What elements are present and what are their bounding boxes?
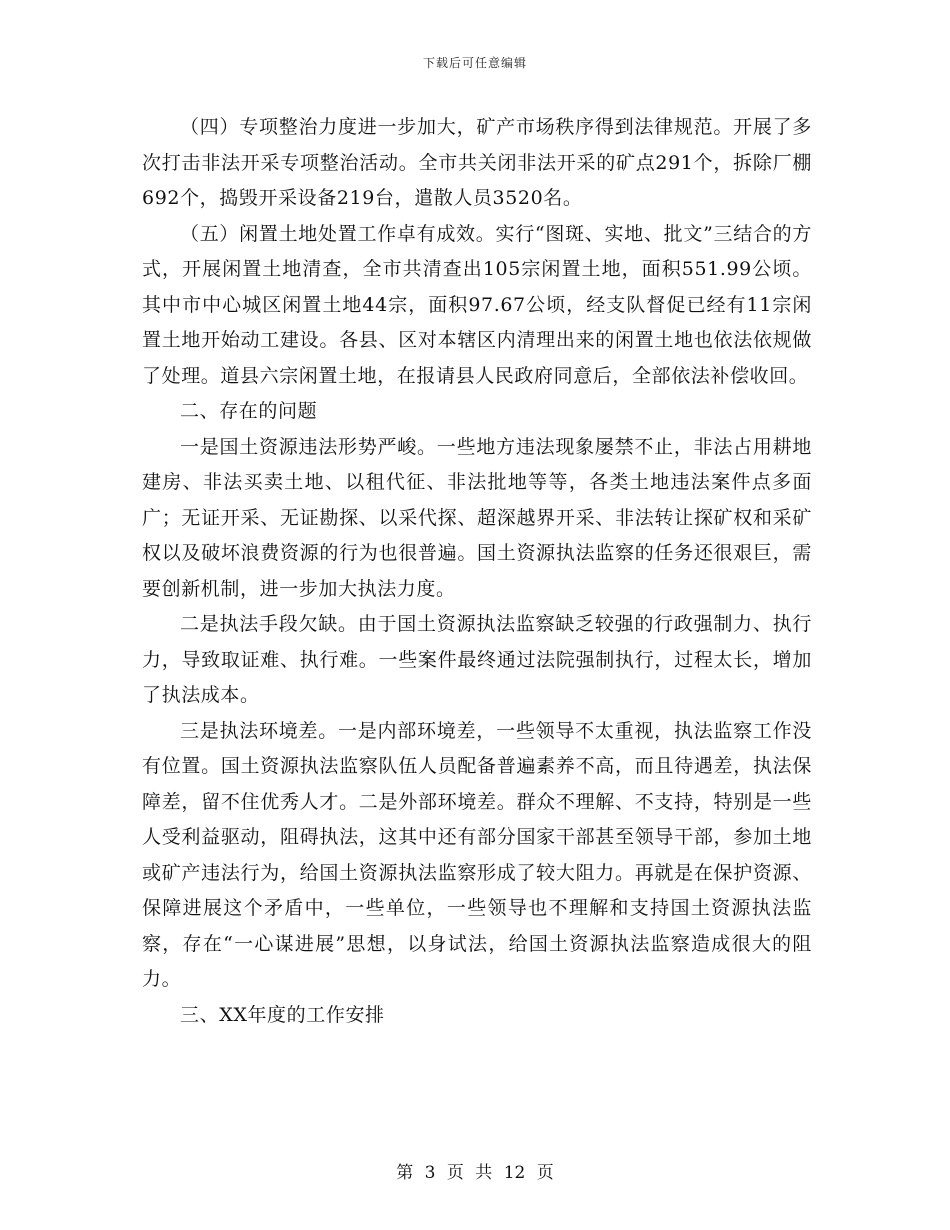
paragraph-problem-1: 一是国土资源违法形势严峻。一些地方违法现象屡禁不止，非法占用耕地建房、非法买卖土地、以租代征、非法批地等等，各类土地违法案件点多面广；无证开采、无证勘探、以采代探、超深越界开采、非法转让探矿权和采矿权以及破坏浪费资源的行为也很普遍。国土资源执法监察的任务还很艰巨，需要创新机制，进一步加大执法力度。	[142, 435, 812, 600]
page-number: 第 3 页 共 12 页	[396, 1163, 554, 1183]
paragraph-problem-3: 三是执法环境差。一是内部环境差，一些领导不太重视，执法监察工作没有位置。国土资源执法监察队伍人员配备普遍素养不高，而且待遇差，执法保障差，留不住优秀人才。二是外部环境差。群众不理解、不支持，特别是一些人受利益驱动，阻碍执法，这其中还有部分国家干部甚至领导干部，参加土地或矿产违法行为，给国土资源执法监察形成了较大阻力。再就是在保护资源、保障进展这个矛盾中，一些单位，一些领导也不理解和支持国土资源执法监察，存在“一心谋进展”思想，以身试法，给国土资源执法监察造成很大的阻力。	[142, 719, 812, 990]
section-heading-problems: 二、存在的问题	[180, 400, 318, 422]
paragraph-special-rectification: （四）专项整治力度进一步加大，矿产市场秩序得到法律规范。开展了多次打击非法开采专项整治活动。全市共关闭非法开采的矿点291个，拆除厂棚692个，捣毁开采设备219台，遣散人员3520名。	[142, 116, 812, 209]
document-body	[142, 110, 812, 1033]
paragraph-problem-2: 二是执法手段欠缺。由于国土资源执法监察缺乏较强的行政强制力、执行力，导致取证难、执行难。一些案件最终通过法院强制执行，过程太长，增加了执法成本。	[142, 613, 812, 706]
page-header: 下载后可任意编辑	[422, 56, 527, 70]
paragraph-idle-land: （五）闲置土地处置工作卓有成效。实行“图斑、实地、批文”三结合的方式，开展闲置土地清查，全市共清查出105宗闲置土地，面积551.99公顷。其中市中心城区闲置土地44宗，面积97.67公顷，经支队督促已经有11宗闲置土地开始动工建设。各县、区对本辖区内清理出来的闲置土地也依法依规做了处理。道县六宗闲置土地，在报请县人民政府同意后，全部依法补偿收回。	[142, 222, 812, 387]
section-heading-work-plan: 三、XX年度的工作安排	[180, 1003, 385, 1026]
